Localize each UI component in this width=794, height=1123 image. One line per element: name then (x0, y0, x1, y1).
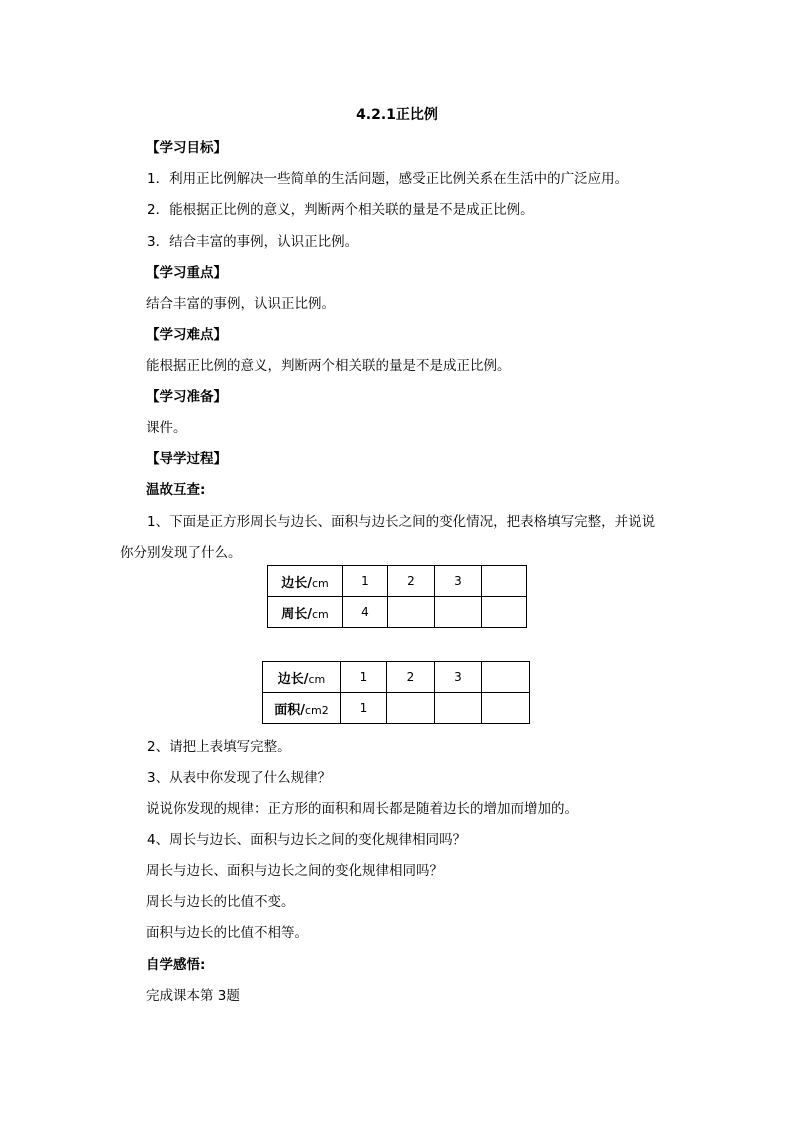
table-cell: 2 (388, 566, 435, 597)
prep-text: 课件。 (146, 420, 187, 436)
table-area (262, 661, 530, 724)
table-row (263, 662, 530, 693)
heading-difficulty: 【学习难点】 (146, 327, 227, 343)
question-4: 4、周长与边长、面积与边长之间的变化规律相同吗？ (147, 832, 467, 848)
difficulty-text: 能根据正比例的意义，判断两个相关联的量是不是成正比例。 (146, 358, 511, 374)
goal-1: 1．利用正比例解决一些简单的生活问题，感受正比例关系在生活中的广泛应用。 (147, 171, 629, 187)
table-cell (482, 662, 530, 693)
table-cell (482, 693, 530, 724)
table-cell (482, 566, 527, 597)
question-4-answer-2: 面积与边长的比值不相等。 (146, 925, 308, 941)
question-4-answer-1: 周长与边长的比值不变。 (146, 894, 295, 910)
table-row (268, 597, 527, 628)
table-cell: 4 (343, 597, 388, 628)
question-3: 3、从表中你发现了什么规律？ (147, 770, 332, 786)
question-2: 2、请把上表填写完整。 (147, 739, 291, 755)
heading-self-study: 自学感悟: (146, 957, 206, 973)
table-perimeter (267, 565, 527, 628)
table-cell (482, 597, 527, 628)
table-header-cell: 面积/cm2 (263, 693, 341, 724)
heading-prep: 【学习准备】 (146, 389, 227, 405)
table-cell: 1 (341, 693, 387, 724)
table-row (268, 566, 527, 597)
table-cell: 1 (341, 662, 387, 693)
heading-process: 【导学过程】 (146, 451, 227, 467)
question-1-line-2: 你分别发现了什么。 (120, 545, 242, 561)
table-header-cell: 边长/cm (263, 662, 341, 693)
question-3-answer: 说说你发现的规律：正方形的面积和周长都是随着边长的增加而增加的。 (146, 801, 578, 817)
table-header-cell: 边长/cm (268, 566, 343, 597)
table-cell (435, 693, 482, 724)
self-study-text: 完成课本第 3题 (146, 988, 240, 1004)
table-cell: 2 (387, 662, 435, 693)
table-cell (388, 597, 435, 628)
table-cell: 1 (343, 566, 388, 597)
heading-key: 【学习重点】 (146, 265, 227, 281)
question-1-line-1: 1、下面是正方形周长与边长、面积与边长之间的变化情况，把表格填写完整，并说说 (147, 514, 656, 530)
key-text: 结合丰富的事例，认识正比例。 (146, 296, 335, 312)
table-cell: 3 (435, 566, 482, 597)
page-title: 4.2.1正比例 (356, 107, 438, 123)
table-cell (387, 693, 435, 724)
table-cell: 3 (435, 662, 482, 693)
heading-goals: 【学习目标】 (146, 140, 227, 156)
heading-review: 温故互查: (146, 482, 206, 498)
table-cell (435, 597, 482, 628)
table-header-cell: 周长/cm (268, 597, 343, 628)
goal-2: 2．能根据正比例的意义，判断两个相关联的量是不是成正比例。 (147, 202, 534, 218)
table-row (263, 693, 530, 724)
question-4-repeat: 周长与边长、面积与边长之间的变化规律相同吗？ (146, 863, 443, 879)
goal-3: 3．结合丰富的事例，认识正比例。 (147, 234, 359, 250)
